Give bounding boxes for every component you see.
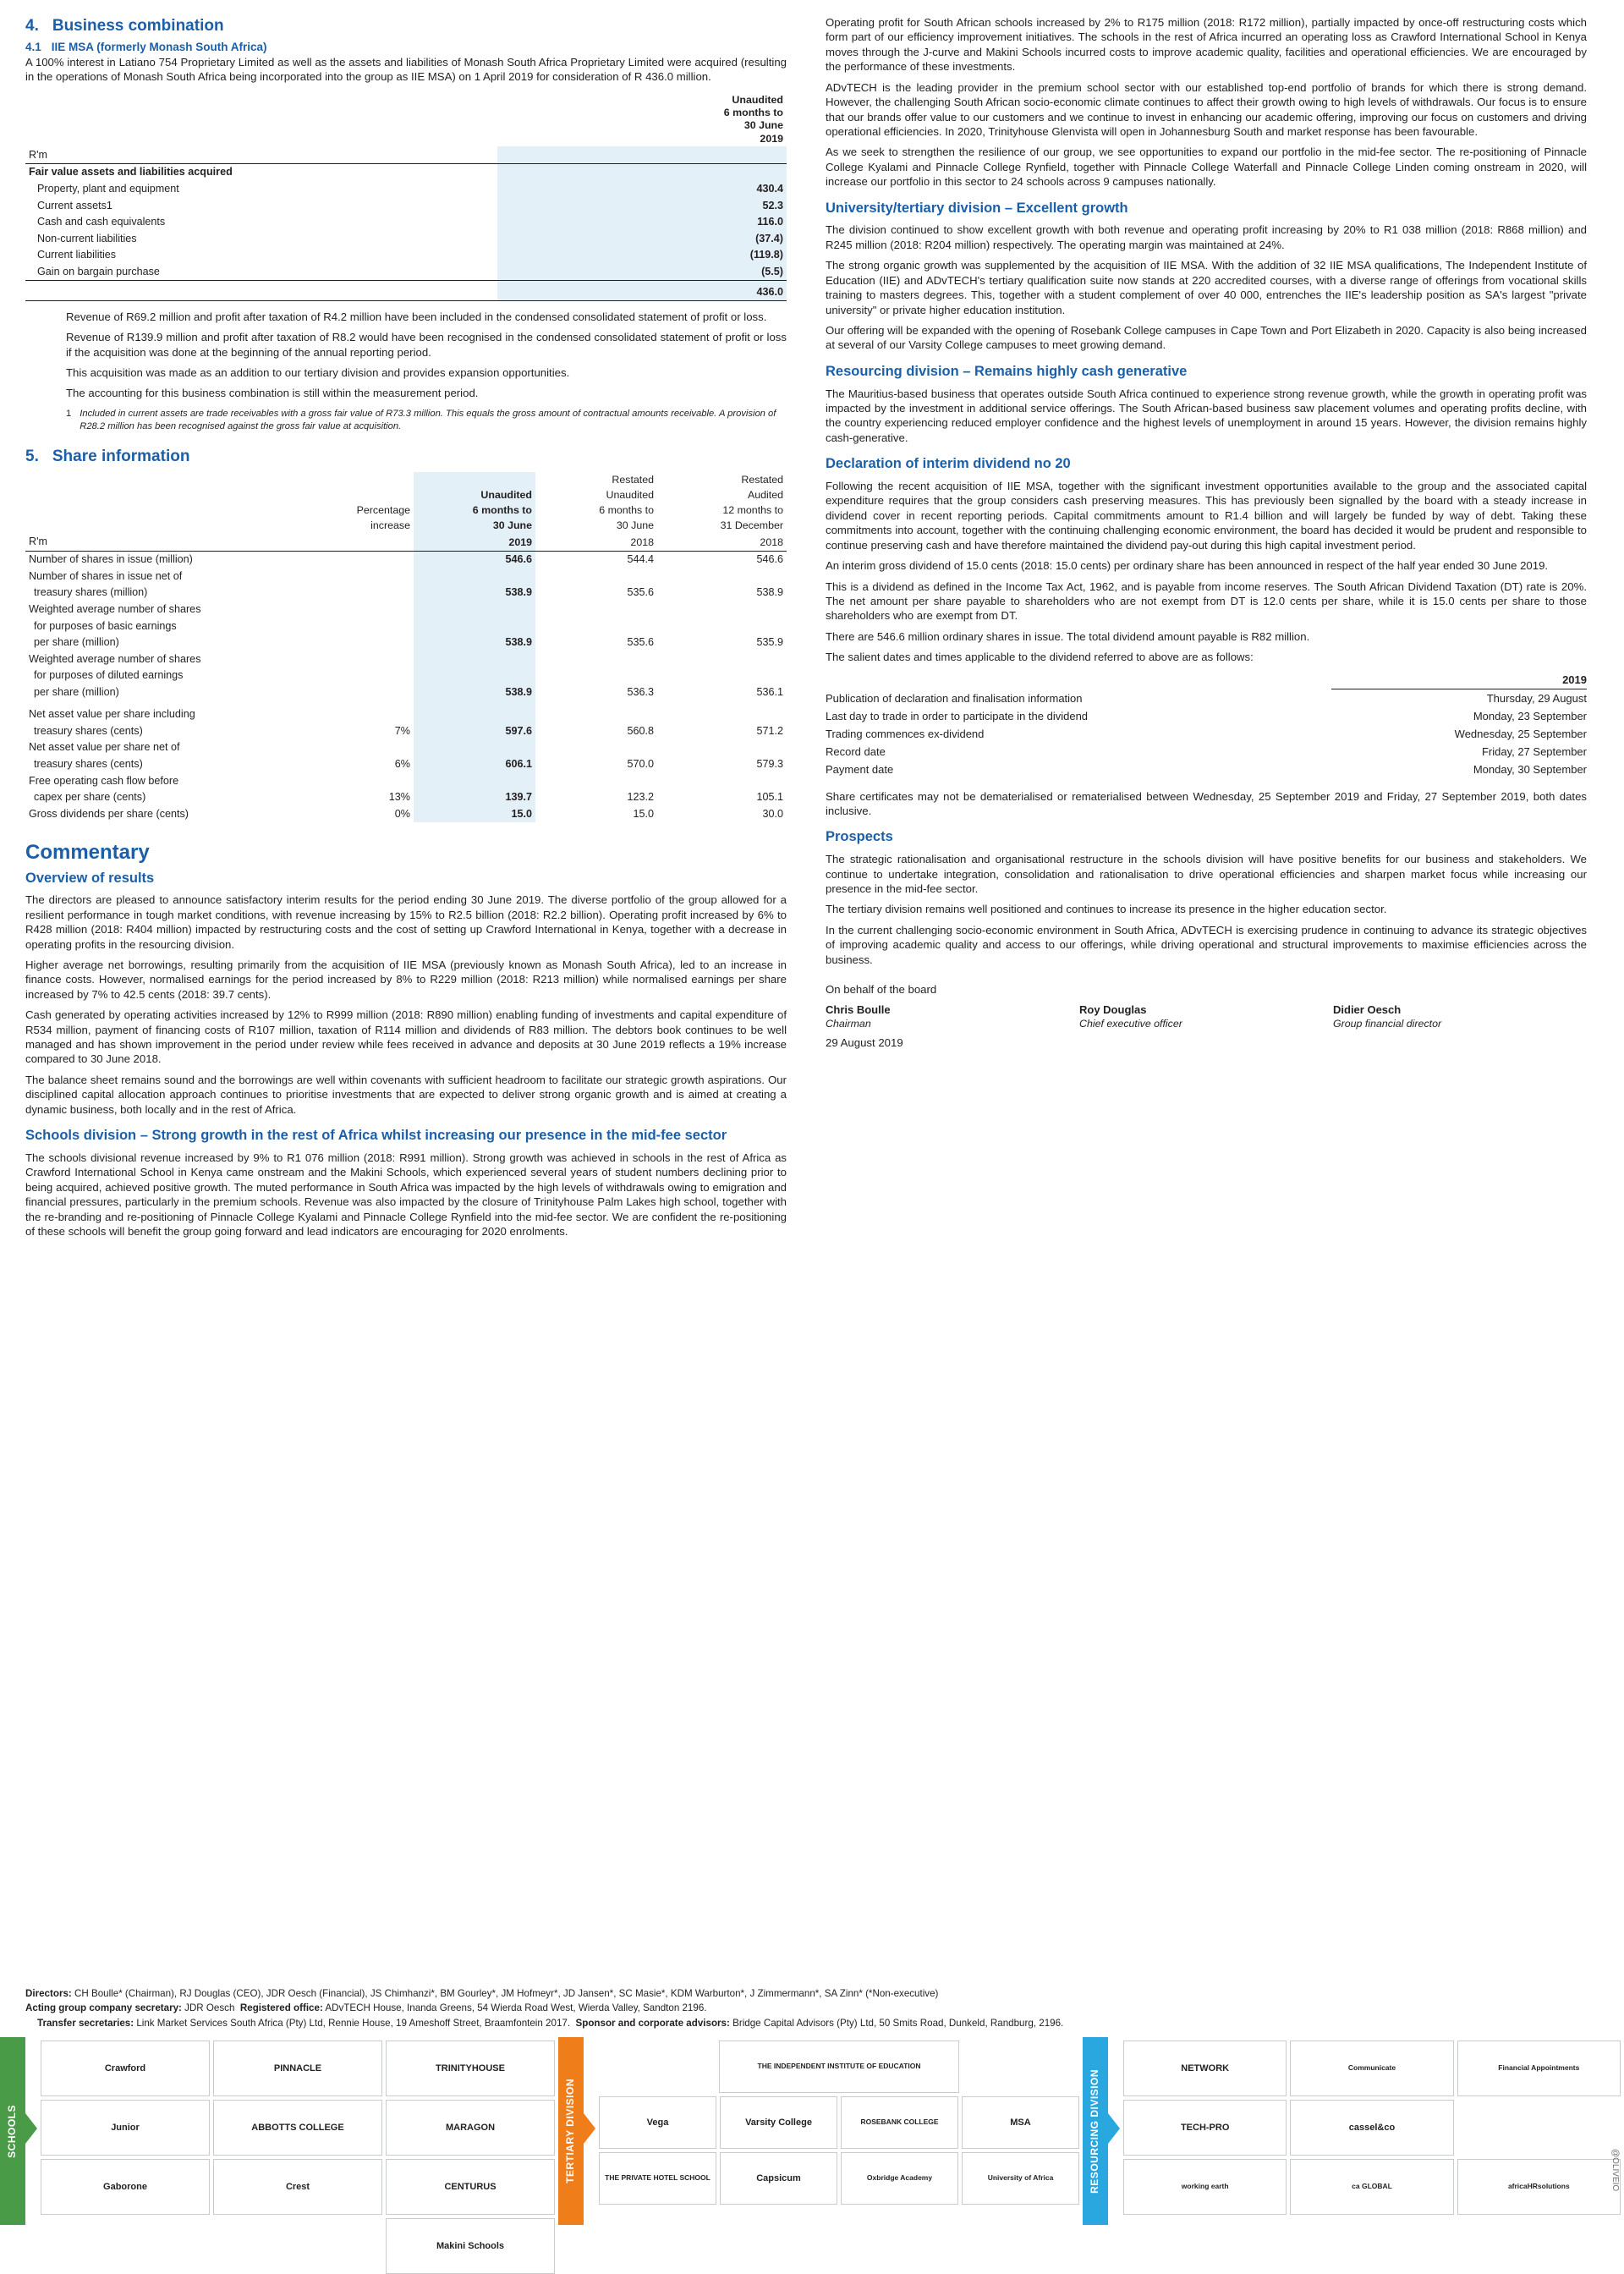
secretary-label: Acting group company secretary: (25, 2002, 182, 2014)
section-4-para-3: This acquisition was made as an addition to our tertiary division and provides expansion opportunities. (66, 365, 570, 379)
section-4-1-number: 4.1 (25, 41, 41, 54)
schools-band (0, 2037, 558, 2251)
table-row: Weighted average number of shares (25, 601, 787, 618)
overview-para-4: The balance sheet remains sound and the borrowings are well within covenants with sufficient headroom to facilitate our strategic growth aspirations. Our disciplined capital allocation approach continues to prioritise investments that are expected to deliver strong organic growth and is aimed at creating a dynamic business, both locally and in the rest of Africa. (25, 1073, 787, 1116)
schools-division-para: The schools divisional revenue increased by 9% to R1 076 million (2018: R991 million). Strong growth was achieved in schools in the rest of Africa as Crawford International School in Kenya came onstream and the Makini Schools, which experienced several years of student numbers declining prior to being acquired, achieved positive growth. The muted performance in South Africa was impacted by the high levels of withdrawals owing to emigration and financial pressures, particularly in the premium schools. Revenue was also impacted by the closure of Trinityhouse Palm Lakes high school, together with the re-branding and re-positioning of Pinnacle College Kyalami and Pinnacle College Rynfield into the mid-fee sector. We are confident the re-positioning of these schools will benefit the group going forward and lead indicators are encouraging for 2020 enrolments. (25, 1151, 787, 1239)
directors-block (0, 1981, 1624, 2037)
table-row: Gain on bargain purchase (5.5) (25, 264, 787, 281)
table-row: Trading commences ex-dividend Wednesday, 25 September (826, 728, 1587, 741)
bc-row-label-header: R'm (25, 146, 497, 163)
logo-university-of-africa: University of Africa (962, 2152, 1079, 2205)
table-row: Payment date Monday, 30 September (826, 763, 1587, 777)
overview-para-3: Cash generated by operating activities increased by 12% to R999 million (2018: R890 million) enabling funding of investments and capital expenditure of R534 million, payment of financing costs of R107 million, taxation of R114 million and dividends of R83 million. The debtors book continues to be well managed and has shown improvement in the period under review while fees received in advance and deposits at 30 June 2019 reflects a 19% increase compared to 30 June 2018. (25, 1008, 787, 1066)
table-row: Gross dividends per share (cents) 0% 15.0 15.0 30.0 (25, 805, 787, 822)
prospects-para-2: The tertiary division remains well positioned and continues to increase its presence in the higher education sector. (826, 903, 1387, 916)
schools-cont-para-1: Operating profit for South African schools increased by 2% to R175 million (2018: R172 million), partially impacted by once-off restructuring costs which form part of our efficiency improvement initiatives. The schools in the rest of Africa incurred an operating loss as Crawford International School in Kenya moves through the J-curve and Makini Schools incurred costs to improve academic quality, facilities and operational efficiencies. We are encouraged by the performance of these investments. (826, 16, 1587, 74)
logo-vega: Vega (599, 2096, 716, 2149)
two-column-layout (25, 15, 1599, 1244)
right-column (826, 15, 1587, 1051)
logo-abbotts-college: ABBOTTS COLLEGE (213, 2100, 382, 2156)
table-row: treasury shares (cents) 7% 597.6 560.8 571.2 (25, 722, 787, 739)
section-5-number: 5. (25, 448, 39, 466)
share-certificate-note: Share certificates may not be dematerialised or rematerialised between Wednesday, 25 September 2019 and Friday, 27 September 2019, both dates inclusive. (826, 789, 1587, 817)
logo-independent-institute-of-education: THE INDEPENDENT INSTITUTE OF EDUCATION (719, 2041, 959, 2093)
logo-tech-pro: TECH-PRO (1123, 2100, 1287, 2156)
logo-centurus: CENTURUS (386, 2159, 555, 2215)
left-column (25, 15, 787, 1244)
salient-year: 2019 (1331, 671, 1587, 689)
logo-gaborone: Gaborone (41, 2159, 210, 2215)
logo-financial-appointments: Financial Appointments (1457, 2041, 1621, 2096)
table-row: Current assets1 52.3 (25, 197, 787, 214)
schools-cont-para-2: ADvTECH is the leading provider in the premium school sector with our established top-end portfolio of brands for which there is strong demand. However, the challenging South African socio-economic climate continues to affect their growth owing to high levels of withdrawals. Our focus is to ensure that our brands offer value to our customers and we continue to invest in enhancing our academic offering, improving our focus on customers and driving operational efficiencies. In 2020, Trinityhouse Glenvista will open in Johannesburg South and market response has been favourable. (826, 80, 1587, 138)
logo-pinnacle: PINNACLE (213, 2041, 382, 2096)
registered-office-value: ADvTECH House, Inanda Greens, 54 Wierda Road West, Wierda Valley, Sandton 2196. (325, 2002, 707, 2014)
directors-label: Directors: (25, 1987, 72, 1999)
section-4-number: 4. (25, 17, 39, 35)
resourcing-band-label: RESOURCING DIVISION (1083, 2037, 1108, 2225)
signoff-date: 29 August 2019 (826, 1036, 903, 1050)
resourcing-division-title: Resourcing division – Remains highly cash generative (826, 363, 1188, 379)
bc-section-title: Fair value assets and liabilities acquired (29, 166, 233, 179)
logo-varsity-college: Varsity College (720, 2096, 837, 2149)
tertiary-band (558, 2037, 1083, 2225)
section-5-title: Share information (52, 448, 190, 466)
schools-cont-para-3: As we seek to strengthen the resilience of our group, we see opportunities to expand our portfolio in the mid-fee sector. The re-positioning of Pinnacle College Kyalami and Pinnacle College Rynfield, together with Pinnacle College Waterfall and Pinnacle College Linden coming onstream in 2020, will increase our portfolio in this sector to 24 schools across 9 campuses nationally. (826, 146, 1587, 189)
commentary-title: Commentary (25, 840, 150, 864)
page-footer (0, 1981, 1624, 2251)
table-row: Non-current liabilities (37.4) (25, 230, 787, 247)
bc-col-header: Unaudited 6 months to 30 June 2019 (723, 94, 783, 145)
overview-para-1: The directors are pleased to announce satisfactory interim results for the period ending 30 June 2019. The diverse portfolio of the group allowed for a resilient performance in tough market conditions, with revenue increasing by 15% to R2.5 billion (2018: R2.2 billion). Operating profit increased by 6% to R428 million (2018: R404 million) impacted by restructuring costs and the cost of setting up Crawford International in Kenya, together with a decrease in operating profits in the resourcing division. (25, 893, 787, 951)
section-4-para-4: The accounting for this business combination is still within the measurement period. (66, 387, 479, 400)
logo-maragon: MARAGON (386, 2100, 555, 2156)
section-4-title: Business combination (52, 17, 224, 35)
table-row: capex per share (cents) 13% 139.7 123.2 105.1 (25, 789, 787, 806)
table-row: Net asset value per share net of (25, 739, 787, 756)
transfer-secretaries-value: Link Market Services South Africa (Pty) Ltd, Rennie House, 19 Ameshoff Street, Braamfontein 2017. (136, 2017, 571, 2029)
table-row: treasury shares (million) 538.9 535.6 538.9 (25, 585, 787, 601)
tertiary-band-label: TERTIARY DIVISION (558, 2037, 584, 2225)
logo-oxbridge-academy: Oxbridge Academy (841, 2152, 958, 2205)
table-row: Weighted average number of shares (25, 651, 787, 667)
logo-crawford: Crawford (41, 2041, 210, 2096)
section-4-para-1: Revenue of R69.2 million and profit after taxation of R4.2 million have been included in the condensed consolidated statement of profit or loss. (66, 310, 767, 323)
signatory: Roy Douglas Chief executive officer (1079, 1002, 1182, 1030)
directors-list: CH Boulle* (Chairman), RJ Douglas (CEO), JDR Oesch (Financial), JS Chimhanzi*, BM Gourley*, JM Hofmeyr*, JD Jansen*, SC Masie*, KDM Warburton*, J Zimmermann*, SA Zinn* (*Non-executive) (74, 1987, 939, 1999)
table-row: for purposes of diluted earnings (25, 667, 787, 684)
share-information-table: Restated Restated Unaudited Unaudited Audited Percentage 6 months to 6 months to 12 months to increase 30 June 30 June 31 December R'm 2019 2018 2018 Number of shares in issue (million) 546.6 544.4 546.6 Number of shares in issue net of treasury shares (million) 538.9 535.6 538.9 Weighted average number of shares for purposes of basic earnings per share (million) 538.9 535.6 535.9 Weighted average number of shares for purposes of diluted earnings per share (million) 538.9 536.3 536.1 Net asset value per share including treasury shares (cents) 7% 597.6 560.8 571.2 Net asset value per share net of treasury shares (cents) 6% 606.1 570.0 579.3 Free operating cash flow before capex per share (cents) 13% 139.7 123.2 105.1 Gross dividends per share (cents) 0% 15.0 15.0 30.0 (25, 472, 787, 821)
prospects-para-3: In the current challenging socio-economic environment in South Africa, ADvTECH is exercising prudence in continuing to advance its strategic objectives of improving academic quality and access to our offerings, while driving operational and structural improvements to maximise efficiencies across the business. (826, 923, 1587, 966)
table-row: Record date Friday, 27 September (826, 745, 1587, 759)
logo-working-earth: working earth (1123, 2159, 1287, 2215)
logo-cassel-and-co: cassel&co (1290, 2100, 1453, 2156)
logo-trinityhouse: TRINITYHOUSE (386, 2041, 555, 2096)
university-division-title: University/tertiary division – Excellent growth (826, 200, 1128, 216)
table-row: Last day to trade in order to participate in the dividend Monday, 23 September (826, 709, 1587, 722)
sponsor-label: Sponsor and corporate advisors: (575, 2017, 730, 2029)
transfer-secretaries-label: Transfer secretaries: (37, 2017, 134, 2029)
table-row: for purposes of basic earnings (25, 618, 787, 634)
dividend-declaration-title: Declaration of interim dividend no 20 (826, 456, 1071, 472)
table-row: Publication of declaration and finalisation information Thursday, 29 August (826, 691, 1587, 705)
sponsor-value: Bridge Capital Advisors (Pty) Ltd, 50 Smits Road, Dunkeld, Randburg, 2196. (732, 2017, 1064, 2029)
table-row: Free operating cash flow before (25, 772, 787, 789)
signatory: Didier Oesch Group financial director (1333, 1002, 1442, 1030)
prospects-title: Prospects (826, 829, 893, 845)
table-total-row: 436.0 (25, 283, 787, 300)
secretary-value: JDR Oesch (184, 2002, 235, 2014)
logo-crest: Crest (213, 2159, 382, 2215)
section-4-1-intro: A 100% interest in Latiano 754 Proprietary Limited as well as the assets and liabilities of Monash South Africa Proprietary Limited were acquired (resulting in the operations of Monash South Africa being incorporated into the group as IIE MSA) on 1 April 2019 for consideration of R 436.0 million. (25, 55, 787, 84)
logo-rosebank-college: ROSEBANK COLLEGE (841, 2096, 958, 2149)
dividend-para-3: This is a dividend as defined in the Income Tax Act, 1962, and is payable from income reserves. The South African Dividend Taxation (DT) rate is 20%. The net amount per share payable to shareholders who are not exempt from DT is 12.0 cents per share, while it is 15.0 cents per share to those shareholders who are exempt from DT. (826, 579, 1587, 623)
table-row: Current liabilities (119.8) (25, 247, 787, 264)
table-row: Cash and cash equivalents 116.0 (25, 214, 787, 231)
university-para-2: The strong organic growth was supplemented by the acquisition of IIE MSA. With the addition of 32 IIE MSA qualifications, The Independent Institute of Education (IIE) and ADvTECH's tertiary qualification suite now stands at 220 accredited courses, with a diverse range of offerings from vocational skills training to masters degrees. This, together with a student complement of over 40 000, entrenches the IIE's leadership position as SA's largest "private university" or private higher education institution. (826, 259, 1587, 316)
table-row: Number of shares in issue net of (25, 568, 787, 585)
logo-africa-hr-solutions: africaHRsolutions (1457, 2159, 1621, 2215)
section-4-para-2: Revenue of R139.9 million and profit after taxation of R8.2 would have been recognised in the condensed consolidated statement of profit or loss if the acquisition was done at the beginning of the annual reporting period. (66, 331, 787, 359)
logo-junior-colleges: Junior (41, 2100, 210, 2156)
signatory: Chris Boulle Chairman (826, 1002, 891, 1030)
overview-title: Overview of results (25, 870, 155, 886)
resourcing-para: The Mauritius-based business that operates outside South Africa continued to experience strong revenue growth, while the growth in operating profit was impacted by the investment in additional service offerings. The South African-based business saw placement volumes and operating profits decline, with the country experiencing reduced employer confidence and the highest levels of unemployment in around 15 years. However, the division remains highly cash-generative. (826, 387, 1587, 444)
brand-logo-bands (0, 2037, 1624, 2251)
table-row: per share (million) 538.9 535.6 535.9 (25, 634, 787, 651)
section-4-heading (25, 15, 787, 36)
university-para-3: Our offering will be expanded with the opening of Rosebank College campuses in Cape Town and Port Elizabeth in 2020. Capacity is also being increased at several of our Varsity College campuses to meet growing demand. (826, 323, 1587, 352)
logo-makini-schools: Makini Schools (386, 2218, 555, 2274)
logo-private-hotel-school: THE PRIVATE HOTEL SCHOOL (599, 2152, 716, 2205)
dividend-para-2: An interim gross dividend of 15.0 cents (2018: 15.0 cents) per ordinary share has been announced in respect of the half year ended 30 June 2019. (826, 559, 1549, 573)
logo-capsicum: Capsicum (720, 2152, 837, 2205)
table-row: Property, plant and equipment 430.4 (25, 180, 787, 197)
section-4-1-heading (25, 40, 787, 55)
dividend-para-4: There are 546.6 million ordinary shares in issue. The total dividend amount payable is R82 million. (826, 629, 1310, 643)
design-credit: @OLIVEIO (1610, 2148, 1620, 2191)
salient-dates-table (826, 671, 1587, 779)
signoff-block (826, 982, 1587, 1050)
logo-ca-global: ca GLOBAL (1290, 2159, 1453, 2215)
table-row: treasury shares (cents) 6% 606.1 570.0 579.3 (25, 755, 787, 772)
table-row: Number of shares in issue (million) 546.6 544.4 546.6 (25, 551, 787, 568)
logo-network: NETWORK (1123, 2041, 1287, 2096)
logo-communicate-recruitment: Communicate (1290, 2041, 1453, 2096)
university-para-1: The division continued to show excellent growth with both revenue and operating profit increasing by 20% to R1 038 million (2018: R868 million) and R245 million (2018: R204 million) respectively. The operating margin was maintained at 24%. (826, 223, 1587, 251)
registered-office-label: Registered office: (239, 2002, 323, 2014)
section-5-heading (25, 446, 787, 467)
prospects-para-1: The strategic rationalisation and organisational restructure in the schools division will have positive benefits for our business and stakeholders. We continue to undertake integration, consolidation and rationalisation to drive operational efficiencies and sharpen market focus while increasing our presence in the mid-fee sector. (826, 853, 1587, 896)
schools-band-label: SCHOOLS (0, 2037, 25, 2225)
business-combination-table (25, 93, 787, 301)
section-4-footnote: 1 Included in current assets are trade receivables with a gross fair value of R73.3 million. This equals the gross amount of contractual amounts receivable. A provision of R28.2 million has been recognised against the gross fair value at acquisition. (66, 408, 776, 431)
table-row: per share (million) 538.9 536.3 536.1 (25, 684, 787, 700)
on-behalf-of-board: On behalf of the board (826, 983, 937, 997)
section-4-1-title: IIE MSA (formerly Monash South Africa) (51, 41, 267, 54)
overview-para-2: Higher average net borrowings, resulting primarily from the acquisition of IIE MSA (previously known as Monash South Africa), led to an increase in finance costs. However, normalised earnings for the period increased by 8% to R229 million (2018: R213 million) while normalised earnings per share increased by 7% to 42.5 cents (2018: 39.7 cents). (25, 958, 787, 1001)
table-row: Net asset value per share including (25, 700, 787, 722)
dividend-para-1: Following the recent acquisition of IIE MSA, together with the significant investment opportunities available to the group and the associated capital expenditure requires that the group considers cash preserving measures. This has previously been signalled by the board with a steady increase in dividend cover in recent reporting periods. Capital commitments amount to R1.4 billion and will largely be funded by way of debt. Taking these commitments into account, together with the continuing challenging economic environment, the board has decided it would be prudent and responsible to continue preserving cash and have therefore maintained the dividend pay-out during this high capital investment period. (826, 480, 1587, 552)
resourcing-band (1083, 2037, 1624, 2225)
logo-msa: MSA (962, 2096, 1079, 2149)
schools-division-title: Schools division – Strong growth in the rest of Africa whilst increasing our presence in the mid-fee sector (25, 1128, 727, 1144)
dividend-para-5: The salient dates and times applicable to the dividend referred to above are as follows: (826, 651, 1254, 664)
